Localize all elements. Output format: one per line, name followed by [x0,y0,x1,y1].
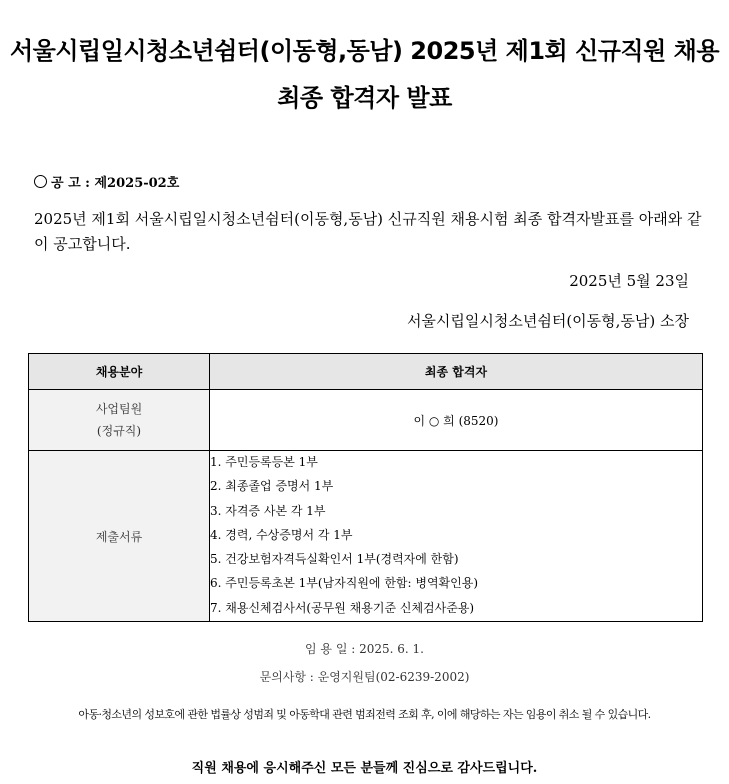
list-item: 5. 건강보험자격득실확인서 1부(경력자에 한함) [210,552,459,567]
position-cell [29,390,210,451]
start-date: 임 용 일 : 2025. 6. 1. [305,642,424,656]
table-header-row [29,354,703,390]
thanks-message: 직원 채용에 응시해주신 모든 분들께 진심으로 감사드립니다. [191,761,538,776]
header-category: 채용분야 [29,354,210,390]
notice-label: 공 고 : [51,176,90,191]
table-row [29,451,703,622]
list-item: 4. 경력, 수상증명서 각 1부 [210,527,353,542]
notice-number-row [34,172,179,191]
intro-paragraph: 2025년 제1회 서울시립일시청소년쉼터(이동형,동남) 신규직원 채용시험 최종 합격자발표를 아래와 같이 공고합니다. [34,210,702,253]
header-result: 최종 합격자 [210,354,703,390]
results-table [28,353,703,622]
list-item: 6. 주민등록초본 1부(남자직원에 한함: 병역확인용) [210,576,478,591]
organization-signature: 서울시립일시청소년쉼터(이동형,동남) 소장 [406,312,689,330]
list-item: 1. 주민등록등본 1부 [210,455,318,469]
table-row [29,390,703,451]
list-item: 7. 채용신체검사서(공무원 채용기준 신체검사준용) [210,600,475,615]
announcement-date: 2025년 5월 23일 [569,272,689,290]
page-title-line1: 서울시립일시청소년쉼터(이동형,동남) 2025년 제1회 신규직원 채용 [9,37,720,65]
list-item: 2. 최종졸업 증명서 1부 [210,479,334,494]
notice-number: 제2025-02호 [94,176,180,191]
legal-warning: 아동·청소년의 성보호에 관한 법률상 성범죄 및 아동학대 관련 범죄전력 조회 후, 이에 해당하는 자는 임용이 취소 될 수 있습니다. [78,708,651,721]
circle-bullet-icon [34,175,47,188]
docs-list-cell [210,451,703,622]
list-item: 3. 자격증 사본 각 1부 [210,503,326,518]
passer-cell: 이 ○ 희 (8520) [210,390,703,451]
position-type: (정규직) [96,424,142,438]
position-name: 사업팀원 [95,402,143,416]
contact-info: 문의사항 : 운영지원팀(02-6239-2002) [259,670,470,684]
docs-category-cell: 제출서류 [29,451,210,622]
page-title-line2: 최종 합격자 발표 [277,84,452,112]
